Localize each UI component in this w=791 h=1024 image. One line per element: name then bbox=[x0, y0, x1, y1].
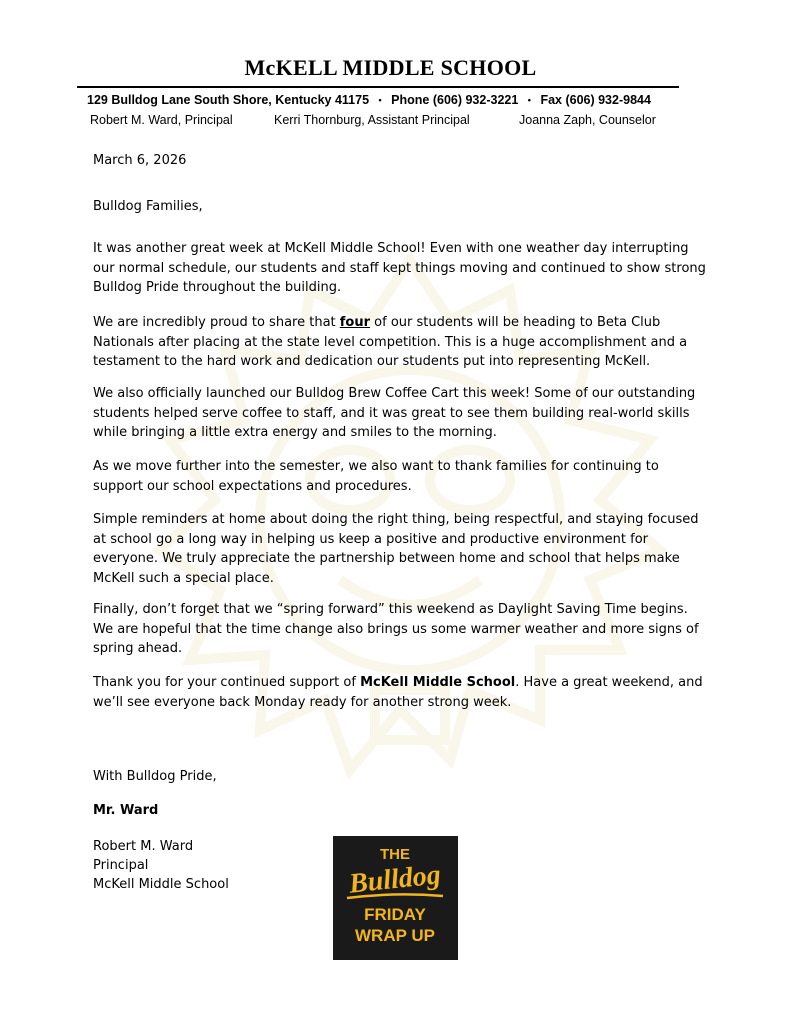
staff-principal: Robert M. Ward, Principal bbox=[90, 113, 233, 127]
logo-text-bulldog: Bulldog bbox=[347, 859, 443, 900]
paragraph-7: Thank you for your continued support of McKell Middle School. Have a great weekend, and we’ll see everyone back Monday ready for another strong week. bbox=[93, 675, 703, 710]
emphasis-four: four bbox=[339, 315, 371, 330]
staff-assistant-principal: Kerri Thornburg, Assistant Principal bbox=[274, 113, 470, 127]
staff-counselor: Joanna Zaph, Counselor bbox=[519, 113, 656, 127]
school-name: McKELL MIDDLE SCHOOL bbox=[244, 55, 537, 80]
letter-date: March 6, 2026 bbox=[93, 153, 187, 168]
phone-number: Phone (606) 932-3221 bbox=[391, 93, 519, 107]
logo-text-friday: FRIDAY bbox=[364, 905, 426, 924]
bullet-separator: • bbox=[527, 95, 531, 105]
paragraph-4: As we move further into the semester, we also want to thank families for continuing to support our school expectations and procedures. bbox=[93, 459, 659, 494]
letter-signature: Mr. Ward bbox=[93, 803, 159, 818]
logo-text-the: THE bbox=[380, 846, 410, 863]
friday-wrap-up-logo bbox=[333, 836, 458, 960]
street-address: 129 Bulldog Lane South Shore, Kentucky 41175 bbox=[87, 93, 370, 107]
letter-closing: With Bulldog Pride, bbox=[93, 769, 217, 784]
logo-graphic bbox=[333, 836, 458, 960]
paragraph-2: We are incredibly proud to share that four of our students will be heading to Beta Club Nationals after placing at the state level competition. This is a huge accomplishment and a testament to the hard work and dedication our students put into representing McKell. bbox=[93, 315, 688, 369]
logo-text-wrap-up: WRAP UP bbox=[355, 926, 435, 945]
fax-number: Fax (606) 932-9844 bbox=[540, 93, 651, 107]
header-divider bbox=[77, 86, 679, 88]
paragraph-5: Simple reminders at home about doing the right thing, being respectful, and staying focused at school go a long way in helping us keep a positive and productive environment for everyone. We truly appreciate the partnership between home and school that helps make McKell such a special place. bbox=[93, 512, 699, 586]
school-address-line bbox=[87, 93, 687, 107]
signature-title: Principal bbox=[93, 858, 149, 873]
signature-name: Robert M. Ward bbox=[93, 839, 194, 854]
letter-salutation: Bulldog Families, bbox=[93, 199, 203, 214]
emphasis-school-name: McKell Middle School bbox=[360, 675, 516, 690]
bullet-separator: • bbox=[378, 95, 382, 105]
signature-school: McKell Middle School bbox=[93, 877, 229, 892]
paragraph-6: Finally, don’t forget that we “spring forward” this weekend as Daylight Saving Time begins. We are hopeful that the time change also brings us some warmer weather and more signs of spring ahead. bbox=[93, 602, 699, 656]
paragraph-1: It was another great week at McKell Middle School! Even with one weather day interrupting our normal schedule, our students and staff kept things moving and continued to show strong Bulldog Pride throughout the building. bbox=[93, 241, 706, 295]
paragraph-3: We also officially launched our Bulldog Brew Coffee Cart this week! Some of our outstanding students helped serve coffee to staff, and it was great to see them building real-world skills while bringing a little extra energy and smiles to the morning. bbox=[93, 386, 696, 440]
